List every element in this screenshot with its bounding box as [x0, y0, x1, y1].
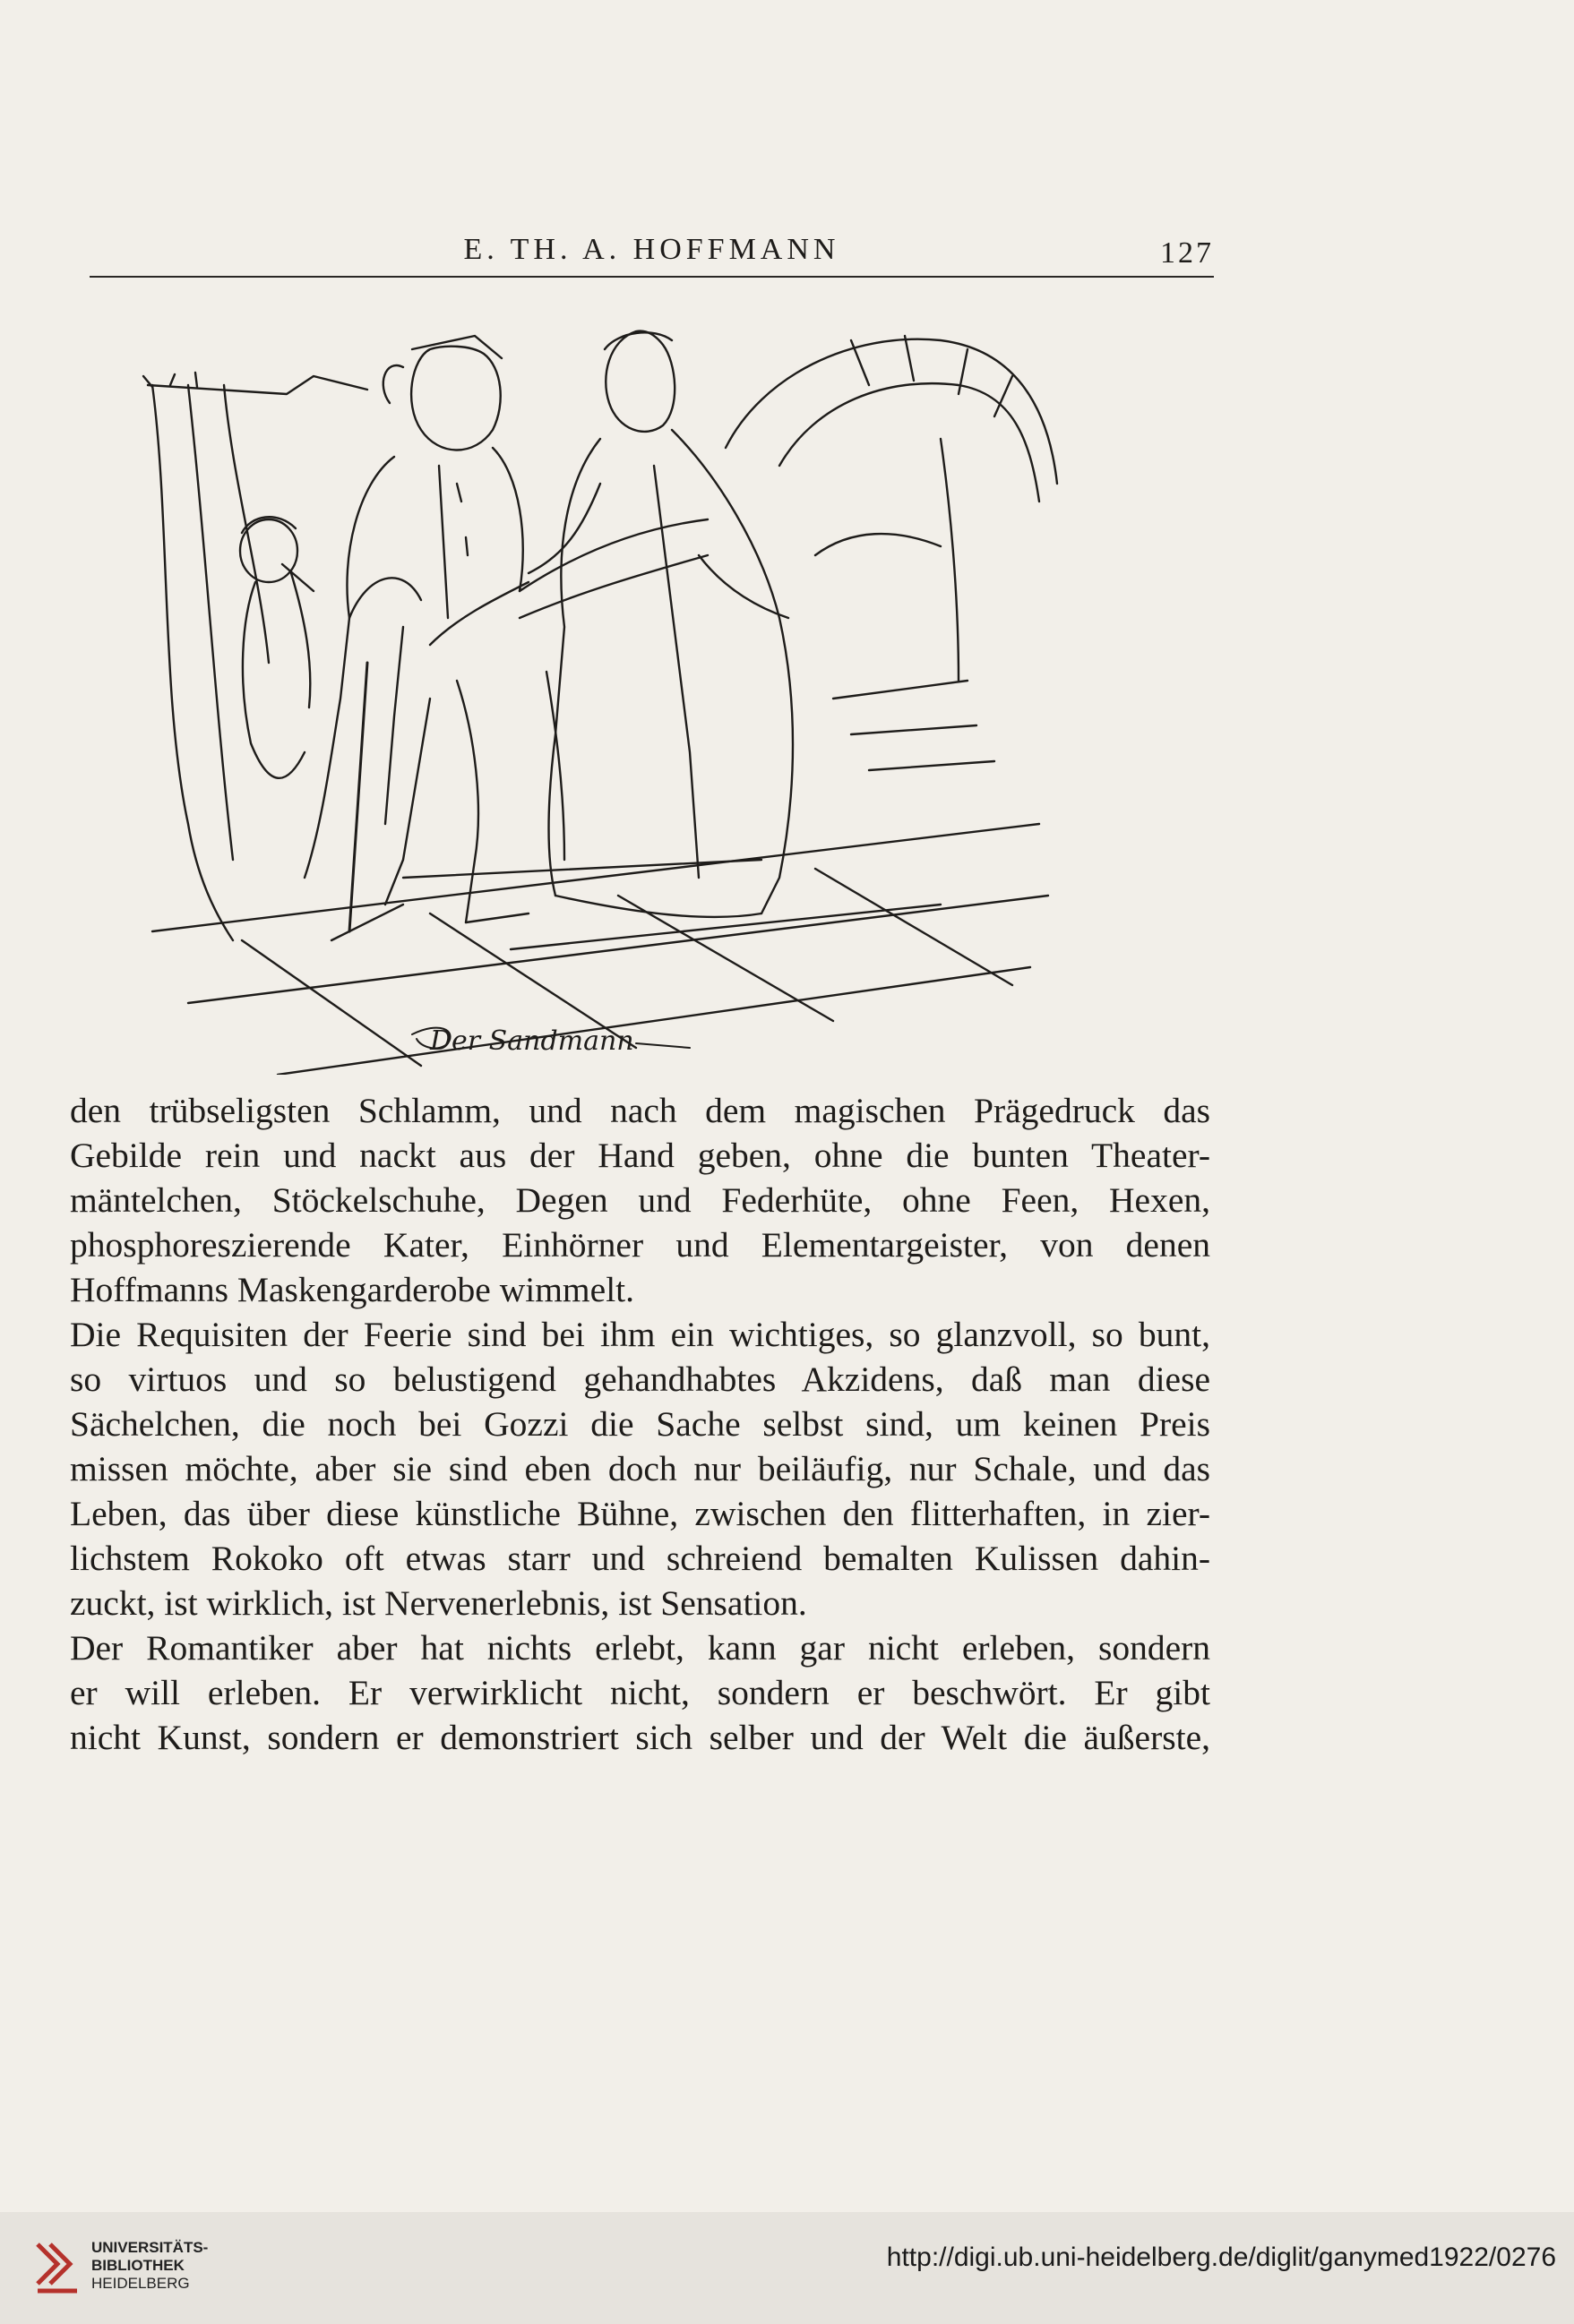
- page-header: [90, 226, 1214, 279]
- library-name-line-1: UNIVERSITÄTS-: [91, 2239, 209, 2256]
- text-line: er will erleben. Er verwirklicht nicht, sondern er beschwört. Er gibt: [70, 1673, 1210, 1712]
- sandmann-illustration: [134, 322, 1084, 1075]
- text-line: missen möchte, aber sie sind eben doch nur beiläufig, nur Schale, und das: [70, 1449, 1210, 1488]
- text-line: den trübseligsten Schlamm, und nach dem magischen Prägedruck das: [70, 1091, 1210, 1130]
- running-head: E. TH. A. HOFFMANN: [463, 233, 840, 266]
- paragraph-3: [70, 1625, 1210, 1760]
- library-name-line-3: HEIDELBERG: [91, 2275, 190, 2292]
- body-text: [70, 1088, 1210, 1760]
- text-line: zuckt, ist wirklich, ist Nervenerlebnis, ist Sensation.: [70, 1583, 807, 1623]
- text-line: Gebilde rein und nackt aus der Hand geben, ohne die bunten Theater-: [70, 1136, 1210, 1175]
- text-line: mäntelchen, Stöckelschuhe, Degen und Federhüte, ohne Feen, Hexen,: [70, 1180, 1210, 1220]
- viewer-footer: [0, 2212, 1574, 2324]
- robed-figure: [430, 331, 793, 917]
- text-line: so virtuos und so belustigend gehandhabtes Akzidens, daß man diese: [70, 1359, 1210, 1399]
- text-line: Sächelchen, die noch bei Gozzi die Sache selbst sind, um keinen Preis: [70, 1404, 1210, 1444]
- text-line: Leben, das über diese künstliche Bühne, zwischen den flitterhaften, in zier-: [70, 1494, 1210, 1533]
- arch-background: [726, 336, 1057, 770]
- paragraph-1: [70, 1088, 1210, 1312]
- text-line: Der Romantiker aber hat nichts erlebt, kann gar nicht erleben, sondern: [70, 1628, 1210, 1668]
- text-line: phosphoreszierende Kater, Einhörner und Elementargeister, von denen: [70, 1225, 1210, 1265]
- header-rule: [90, 276, 1214, 278]
- source-url-link[interactable]: http://digi.ub.uni-heidelberg.de/diglit/ganymed1922/0276: [886, 2243, 1556, 2272]
- library-name-line-2: BIBLIOTHEK: [91, 2257, 185, 2274]
- sandmann-figure: [305, 336, 708, 940]
- library-name: [91, 2239, 208, 2293]
- text-line: Hoffmanns Maskengarderobe wimmelt.: [70, 1270, 635, 1309]
- illustration-signature: Der Sandmann: [430, 1025, 634, 1057]
- text-line: lichstem Rokoko oft etwas starr und schreiend bemalten Kulissen dahin-: [70, 1539, 1210, 1578]
- text-line: nicht Kunst, sondern er demonstriert sich selber und der Welt die äußerste,: [70, 1718, 1210, 1757]
- library-logo-icon: [30, 2237, 84, 2300]
- paragraph-2: [70, 1312, 1210, 1625]
- text-line: Die Requisiten der Feerie sind bei ihm ein wichtiges, so glanzvoll, so bunt,: [70, 1315, 1210, 1354]
- curtain-left: [143, 373, 367, 940]
- page-number: 127: [1160, 236, 1214, 270]
